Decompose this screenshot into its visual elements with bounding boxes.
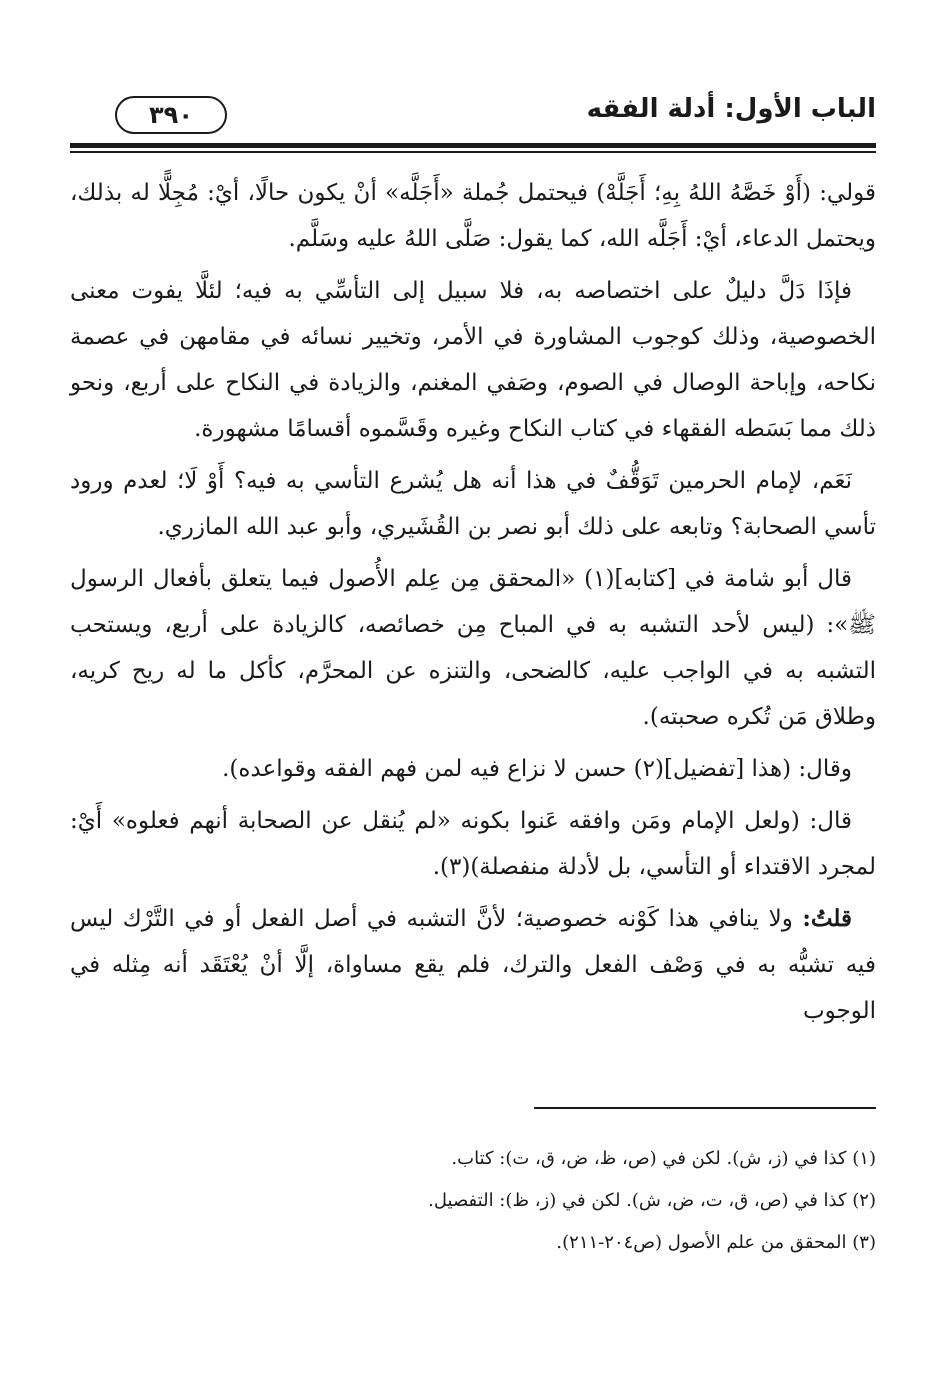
footnote-3: (٣) المحقق من علم الأصول (ص٢٠٤-٢١١). bbox=[556, 1232, 876, 1253]
footnote-separator bbox=[534, 1107, 876, 1109]
paragraph: وقال: (هذا [تفضيل](٢) حسن لا نزاع فيه لمن فهم الفقه وقواعده). bbox=[222, 756, 852, 782]
header-rule-thin bbox=[70, 151, 876, 153]
paragraph-last bbox=[70, 896, 876, 1034]
paragraph: قال أبو شامة في [كتابه](١) «المحقق مِن عِلم الأُصول فيما يتعلق بأفعال الرسول ﷺ»: (ليس لأحد التشبه به في المباح مِن خصائصه، كالزيادة على أربع، ويستحب التشبه به في الواجب عليه، كالضحى، والتنزه عن المحرَّم، كأكل ما له ريح كريه، وطلاق مَن تُكره صحبته). bbox=[70, 566, 876, 730]
header-rule-thick bbox=[70, 143, 876, 148]
main-text bbox=[70, 170, 876, 1040]
paragraph-last-text: ولا ينافي هذا كَوْنه خصوصية؛ لأنَّ التشبه في أصل الفعل أو في التَّرْك ليس فيه تشبُّه به في وَصْف الفعل والترك، فلم يقع مساواة، إلَّا أنْ يُعْتَقَد أنه مِثله في الوجوب bbox=[70, 906, 876, 1024]
qultu-lead: قلتُ: bbox=[802, 905, 853, 932]
paragraph: قال: (ولعل الإمام ومَن وافقه عَنوا بكونه «لم يُنقل عن الصحابة أنهم فعلوه» أَيْ: لمجرد الاقتداء أو التأسي، بل لأدلة منفصلة)(٣). bbox=[70, 808, 876, 880]
footnote-1: (١) كذا في (ز، ش). لكن في (ص، ظ، ض، ق، ت): كتاب. bbox=[451, 1148, 876, 1169]
footnotes bbox=[70, 1138, 876, 1264]
footnote-2: (٢) كذا في (ص، ق، ت، ض، ش). لكن في (ز، ظ): التفصيل. bbox=[428, 1190, 876, 1211]
page-header bbox=[70, 92, 876, 144]
running-title: الباب الأول: أدلة الفقه bbox=[586, 94, 876, 124]
paragraph: قولي: (أَوْ خَصَّهُ اللهُ بِهِ؛ أَجَلَّهْ) فيحتمل جُملة «أَجَلَّه» أنْ يكون حالًا، أيْ: مُجِلًّا له بذلك، ويحتمل الدعاء، أيْ: أَجَلَّه الله، كما يقول: صَلَّى اللهُ عليه وسَلَّم. bbox=[70, 180, 876, 252]
paragraph: نَعَم، لإمام الحرمين تَوَقُّفٌ في هذا أنه هل يُشرع التأسي به فيه؟ أَوْ لَا؛ لعدم ورود تأسي الصحابة؟ وتابعه على ذلك أبو نصر بن القُشَيري، وأبو عبد الله المازري. bbox=[70, 468, 876, 540]
page-number: ٣٩٠ bbox=[115, 96, 227, 134]
paragraph: فإذَا دَلَّ دليلٌ على اختصاصه به، فلا سبيل إلى التأسِّي به فيه؛ لئلَّا يفوت معنى الخصوصية، وذلك كوجوب المشاورة في الأمر، وتخيير نسائه في مقامهن في عصمة نكاحه، وإباحة الوصال في الصوم، وصَفي المغنم، والزيادة في النكاح على أربع، ونحو ذلك مما بَسَطه الفقهاء في كتاب النكاح وغيره وقَسَّموه أقسامًا مشهورة. bbox=[70, 278, 876, 442]
